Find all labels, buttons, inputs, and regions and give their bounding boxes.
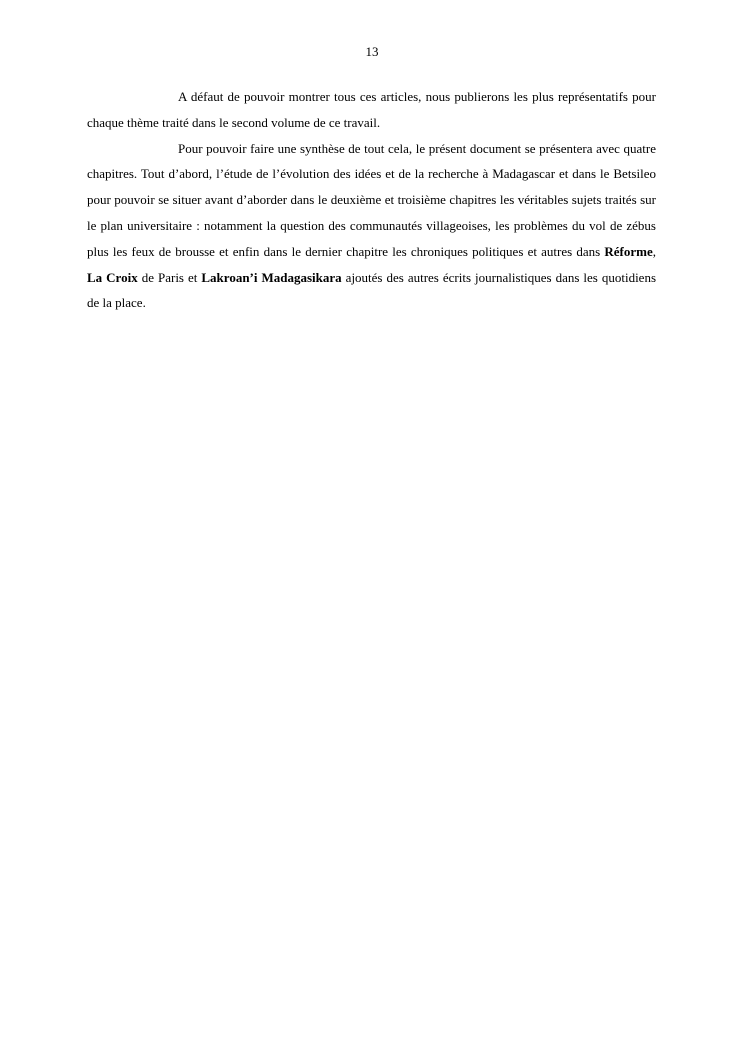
body-text (87, 84, 656, 316)
page-number: 13 (365, 44, 379, 59)
bold-title-lakroan: Lakroan’i Madagasikara (201, 269, 342, 285)
bold-title-reforme: Réforme (604, 243, 653, 259)
bold-title-la-croix: La Croix (87, 269, 138, 285)
paragraph-text-segment: ajoutés des autres écrits journalistiques dans les quotidiens de la place. (87, 269, 657, 311)
paragraph-intro: A défaut de pouvoir montrer tous ces articles, nous publierons les plus représentatifs pour chaque thème traité dans le second volume de ce travail. (87, 89, 656, 130)
paragraph-text-segment: Pour pouvoir faire une synthèse de tout cela, le présent document se présentera avec quatre chapitres. Tout d’abord, l’étude de l’évolution des idées et de la recherche à Madagascar et dans le Betsileo pour pouvoir se situer avant d’aborder dans le deuxième et troisième chapitres les véritables sujets traités sur le plan universitaire : notamment la question des communautés villageoises, les problèmes du vol de zébus plus les feux de brousse et enfin dans le dernier chapitre les chroniques politiques et autres dans (87, 140, 656, 259)
paragraph-chapters (87, 136, 656, 317)
paragraph-text-segment: de Paris et (137, 269, 202, 285)
paragraph-text-segment: , (652, 243, 656, 259)
